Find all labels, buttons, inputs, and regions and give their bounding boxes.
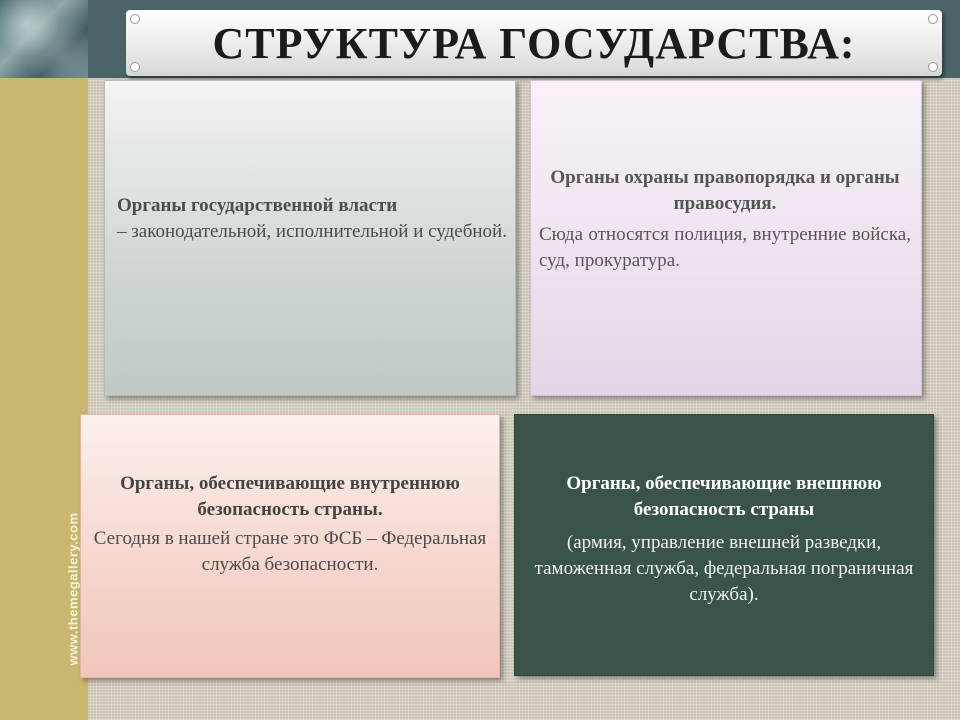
side-url-text: www.themegallery.com	[65, 512, 81, 666]
card-heading: Органы государственной власти	[117, 195, 398, 216]
card-body: (армия, управление внешней разведки, таможенная служба, федеральная пограничная служба).	[534, 532, 914, 605]
slide-title: СТРУКТУРА ГОСУДАРСТВА:	[212, 18, 856, 68]
title-box	[126, 10, 942, 76]
card-heading: Органы охраны правопорядка и органы правосудия.	[550, 167, 900, 214]
card-body: – законодательной, исполнительной и судебной.	[117, 220, 507, 242]
card-law-enforcement	[530, 80, 922, 396]
header-photo	[0, 0, 88, 78]
corner-dot	[130, 14, 140, 24]
card-external-security	[514, 414, 934, 676]
card-heading: Органы, обеспечивающие внешнюю безопасность страны	[566, 473, 882, 520]
corner-dot	[928, 62, 938, 72]
card-body: Сюда относятся полиция, внутренние войска, суд, прокуратура.	[539, 224, 911, 271]
card-heading: Органы, обеспечивающие внутреннюю безопасность страны.	[120, 473, 460, 520]
corner-dot	[928, 14, 938, 24]
card-internal-security	[80, 414, 500, 678]
corner-dot	[130, 62, 140, 72]
card-state-power	[104, 80, 516, 396]
card-body: Сегодня в нашей стране это ФСБ – Федеральная служба безопасности.	[93, 528, 487, 575]
